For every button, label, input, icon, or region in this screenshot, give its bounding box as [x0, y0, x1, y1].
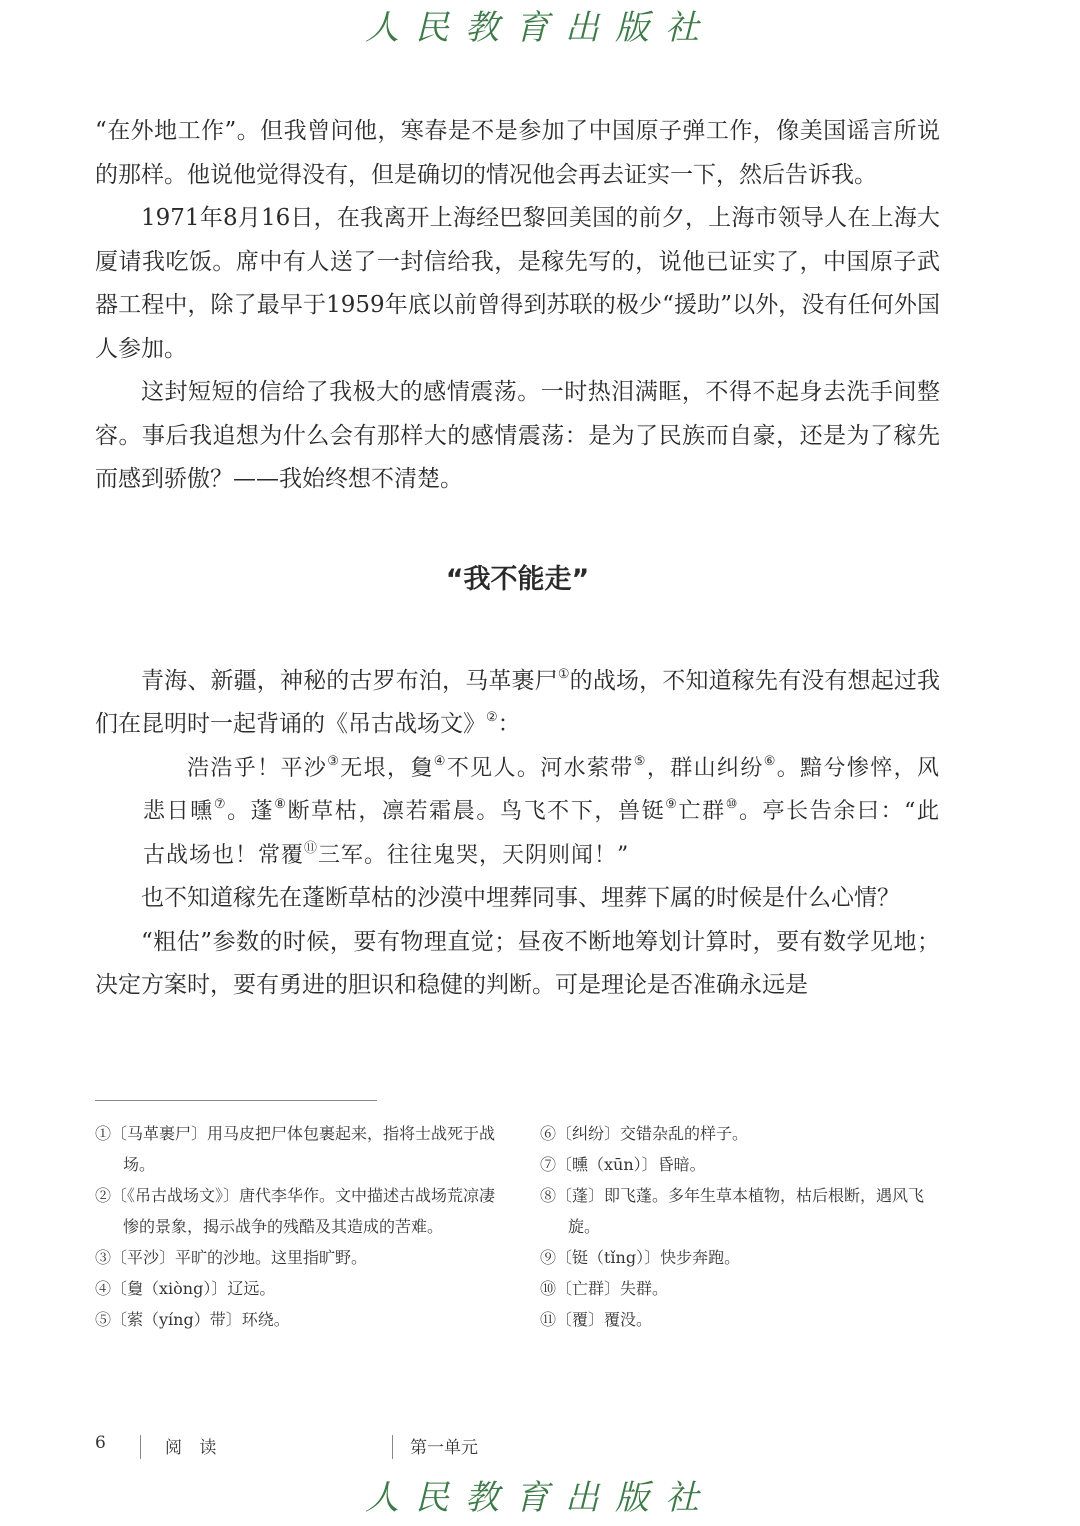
- footnote: ⑨〔铤（tǐng）〕快步奔跑。: [540, 1248, 741, 1267]
- text-segment: 。蓬: [227, 799, 275, 824]
- footnote-mark: ⑩: [725, 797, 739, 812]
- text-segment: 青海、新疆，神秘的古罗布泊，马革裹尸: [141, 667, 558, 694]
- footnote-divider: [95, 1100, 377, 1101]
- main-text: [95, 110, 940, 1008]
- footnote-mark: ⑪: [304, 840, 319, 856]
- footnote-mark: ③: [327, 753, 341, 769]
- publisher-logo-top: 人民教育出版社: [365, 8, 715, 48]
- footnotes-left-column: [95, 1118, 500, 1335]
- quoted-passage: [143, 747, 940, 878]
- text-segment: 。亭长告余曰：“此古战场也！常覆: [143, 799, 941, 868]
- footnote: ⑦〔曛（xūn）〕昏暗。: [540, 1155, 706, 1174]
- text-segment: ：: [497, 711, 521, 737]
- text-segment: ，群山纠纷: [646, 755, 764, 781]
- footnote: ②〔《吊古战场文》〕唐代李华作。文中描述古战场荒凉凄惨的景象，揭示战争的残酷及其造成的苦难。: [95, 1186, 496, 1236]
- footnote: ①〔马革裹尸〕用马皮把尸体包裹起来，指将士战死于战场。: [95, 1124, 496, 1174]
- section-title: “我不能走”: [445, 563, 590, 595]
- footnote: ⑧〔蓬〕即飞蓬。多年生草本植物，枯后根断，遇风飞旋。: [540, 1186, 925, 1236]
- text-segment: 的战场，不知道稼先有没有想起过我们在昆明时一起背诵的《吊古战场文》: [95, 667, 941, 737]
- text-segment: 亡群: [678, 799, 726, 824]
- page-footer: [0, 1433, 1080, 1463]
- text-segment: 三军。往往鬼哭，天阴则闻！”: [318, 842, 630, 868]
- footnote: ⑥〔纠纷〕交错杂乱的样子。: [540, 1124, 749, 1143]
- footnote: ③〔平沙〕平旷的沙地。这里指旷野。: [95, 1248, 368, 1267]
- footnotes-right-column: [540, 1118, 950, 1335]
- footnote-mark: ⑥: [763, 753, 777, 769]
- text-segment: 。黯兮惨悴，风悲日曛: [143, 755, 940, 824]
- footnote: ④〔敻（xiòng）〕辽远。: [95, 1279, 276, 1298]
- text-segment: 不见人。河水萦带: [446, 755, 634, 781]
- footnote-mark: ⑤: [633, 753, 647, 769]
- page-number: 6: [95, 1433, 106, 1453]
- footer-section: 阅 读: [165, 1438, 223, 1458]
- text-segment: 无垠，敻: [340, 755, 434, 781]
- paragraph-4: [95, 660, 940, 747]
- footer-divider: [392, 1435, 393, 1459]
- footnote-mark: ④: [433, 753, 447, 769]
- footnote-mark: ①: [557, 666, 570, 682]
- paragraph-2: 1971年8月16日，在我离开上海经巴黎回美国的前夕，上海市领导人在上海大厦请我吃饭。席中有人送了一封信给我，是稼先写的，说他已证实了，中国原子武器工程中，除了最早于1959年底以前曾得到苏联的极少“援助”以外，没有任何外国人参加。: [95, 205, 940, 362]
- paragraph-1: “在外地工作”。但我曾问他，寒春是不是参加了中国原子弹工作，像美国谣言所说的那样。他说他觉得没有，但是确切的情况他会再去证实一下，然后告诉我。: [95, 118, 940, 188]
- footnote: ⑤〔萦（yíng）带〕环绕。: [95, 1310, 290, 1329]
- footnote-mark: ②: [486, 710, 498, 725]
- footnote-mark: ⑦: [213, 797, 228, 812]
- text-segment: 断草枯，凛若霜晨。鸟飞不下，兽铤: [287, 799, 666, 824]
- paragraph-6: “粗估”参数的时候，要有物理直觉；昼夜不断地筹划计算时，要有数学见地；决定方案时，要有勇进的胆识和稳健的判断。可是理论是否准确永远是: [95, 928, 940, 998]
- paragraph-3: 这封短短的信给了我极大的感情震荡。一时热泪满眶，不得不起身去洗手间整容。事后我追想为什么会有那样大的感情震荡：是为了民族而自豪，还是为了稼先而感到骄傲？——我始终想不清楚。: [95, 379, 940, 492]
- footer-divider: [140, 1435, 141, 1459]
- footer-unit: 第一单元: [410, 1438, 478, 1458]
- footnote: ⑩〔亡群〕失群。: [540, 1279, 669, 1298]
- publisher-logo-bottom: 人民教育出版社: [365, 1478, 715, 1518]
- text-segment: 浩浩乎！平沙: [187, 755, 328, 781]
- footnote-mark: ⑧: [274, 797, 288, 812]
- footnote-mark: ⑨: [665, 797, 679, 812]
- paragraph-5: 也不知道稼先在蓬断草枯的沙漠中埋葬同事、埋葬下属的时候是什么心情？: [141, 885, 900, 911]
- footnote: ⑪〔覆〕覆没。: [540, 1310, 653, 1329]
